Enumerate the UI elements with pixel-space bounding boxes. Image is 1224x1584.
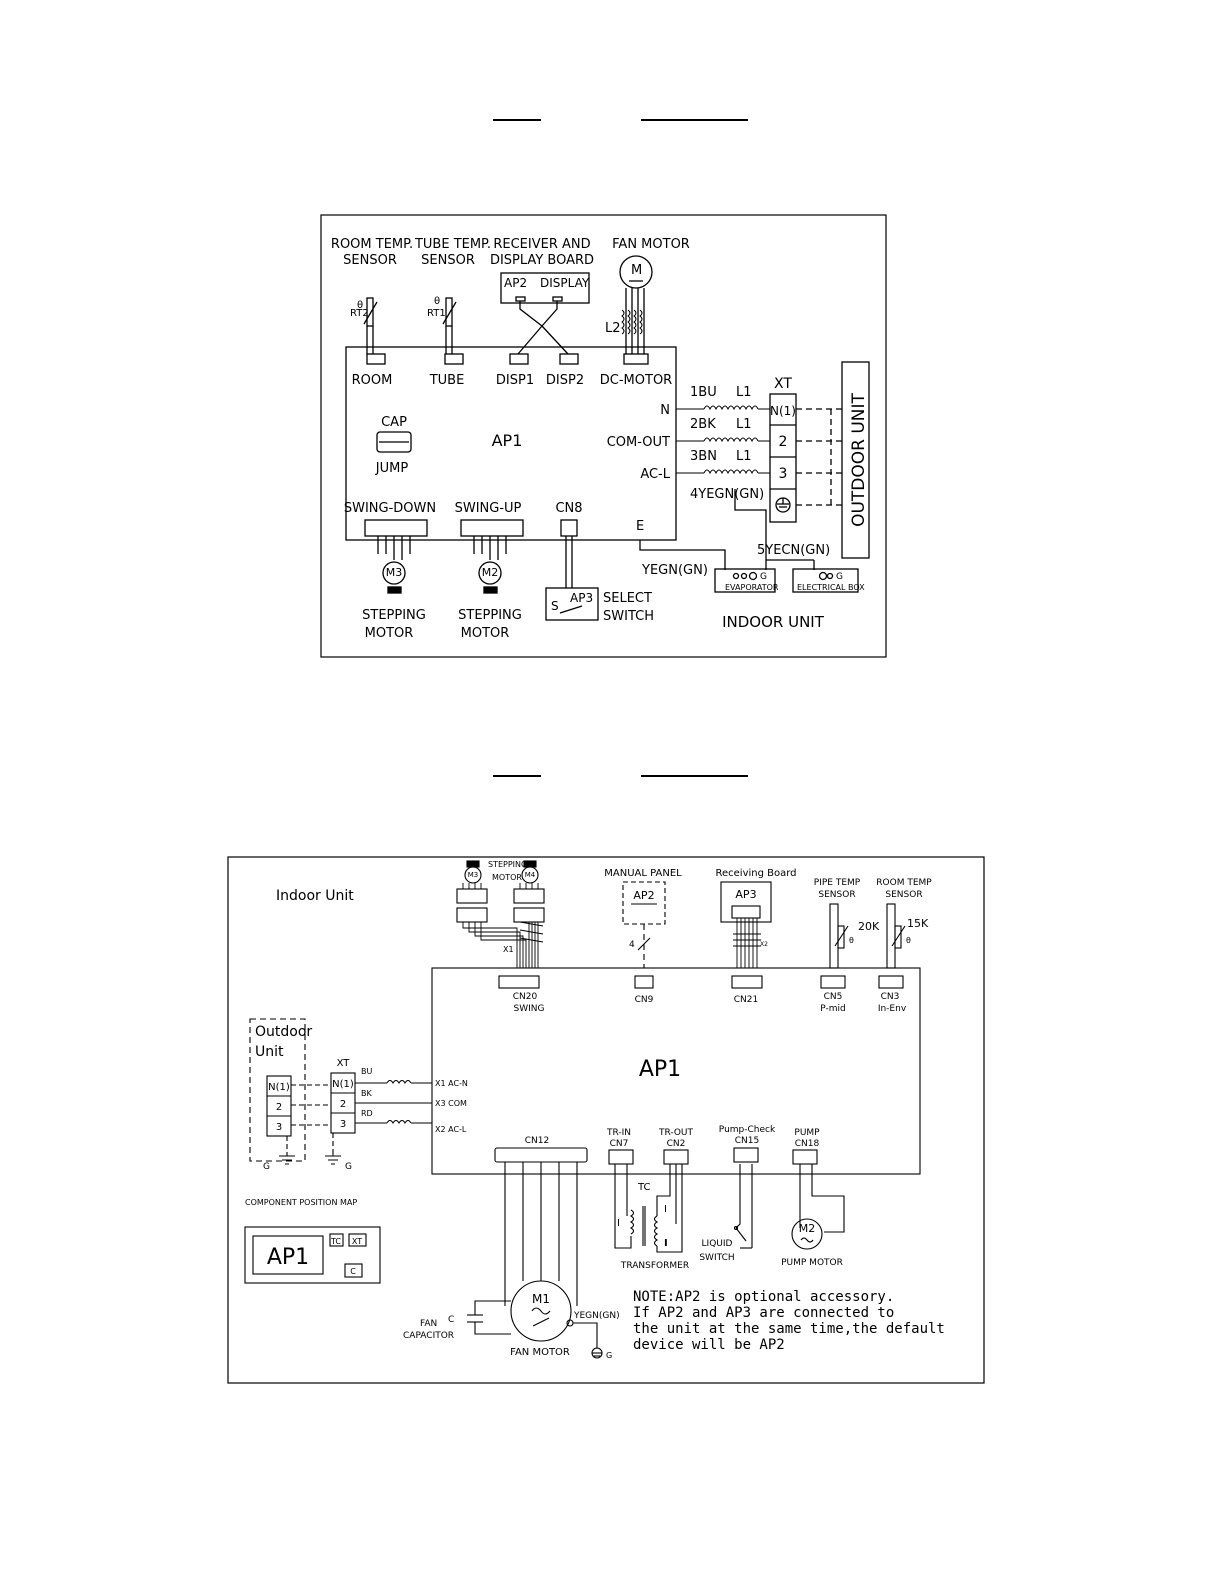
fan-capacitor-label-2: CAPACITOR [403,1331,455,1341]
connector-swing: SWING [513,1004,545,1014]
pump-motor-label: PUMP MOTOR [781,1258,843,1268]
connector-cn12: CN12 [524,1136,550,1146]
fan-capacitor-label: FAN [420,1319,438,1329]
secondary-winding-label: I [664,1238,668,1249]
jump-label: JUMP [375,461,409,476]
connector-dc-motor: DC-MOTOR [599,373,673,388]
xt-terminal-2: 2 [339,1099,347,1110]
connector-in-env: In-Env [877,1004,907,1014]
receiving-board-label: Receiving Board [715,868,797,879]
xt-label: XT [336,1058,350,1069]
connector-cn3: CN3 [880,992,900,1002]
map-xt-label: XT [351,1237,363,1246]
yegn-label: YEGN(GN) [642,563,708,578]
yecn5-label: 5YECN(GN) [757,543,831,558]
motor-m-label: M [631,263,643,278]
wire-count-4: 4 [629,940,635,950]
ground-g-label: G [760,572,767,582]
ground-g-label: G [345,1162,352,1172]
wiring-diagram-1 [320,214,887,658]
wire-4yegn: 4YEGN(GN) [690,487,765,502]
yegn-label: YEGN(GN) [574,1311,620,1321]
outdoor-label: Outdoor [255,1024,313,1040]
indoor-unit-label: INDOOR UNIT [722,613,824,631]
connector-swing-down: SWING-DOWN [343,501,437,516]
terminal-e: E [636,519,645,534]
theta-symbol: θ [906,936,911,945]
wire-2bk: 2BK [690,417,716,432]
tube-temp-sensor-label-2: SENSOR [421,253,475,268]
cap-label: CAP [381,415,407,430]
xt-terminal-n1: N(1) [332,1079,354,1090]
secondary-winding-label: I [664,1204,667,1215]
receiver-board-label-2: DISPLAY BOARD [489,253,595,268]
xt-terminal-3: 3 [778,466,788,482]
theta-symbol: θ [849,936,854,945]
theta-symbol: θ [357,300,364,311]
select-switch-label: SELECT [603,591,652,606]
connector-room: ROOM [351,373,393,388]
connector-cn9: CN9 [634,995,654,1005]
stepping-motor-label-2: MOTOR [364,626,414,641]
m4-label: M4 [524,871,536,879]
outdoor-terminal-3: 3 [275,1122,283,1133]
ap2-label: AP2 [633,889,655,902]
stepping-motor-label: STEPPING [488,860,528,869]
x1-label: X1 [503,945,514,954]
connector-cn5: CN5 [823,992,843,1002]
rt2-label: RT2 [350,308,369,319]
underline-short-1 [493,119,541,121]
select-switch-label-2: SWITCH [603,609,654,624]
l1-label: L1 [736,449,752,464]
ap1-label: AP1 [638,1057,682,1082]
ground-g-label: G [606,1351,613,1360]
theta-symbol: θ [434,296,441,307]
stepping-motor-label: STEPPING [458,608,522,623]
ap3-label: AP3 [735,888,757,901]
evaporator-label: EVAPORATOR [725,583,779,592]
connector-pump-check: Pump-Check [718,1125,776,1135]
terminal-com-out: COM-OUT [606,435,670,450]
outdoor-terminal-n1: N(1) [268,1082,290,1093]
underline-short-2 [493,775,541,777]
x2-label: X2 [760,941,768,948]
terminal-ac-l: AC-L [640,467,670,482]
terminal-x1-ac-n: X1 AC-N [435,1079,468,1088]
note-line-4: device will be AP2 [633,1337,785,1353]
connector-pump: PUMP [794,1128,820,1138]
xt-label: XT [774,376,792,392]
connector-tr-in: TR-IN [606,1128,632,1138]
liquid-switch-label: LIQUID [701,1239,733,1249]
room-temp-sensor-label-2: SENSOR [885,890,923,900]
m2-label: M2 [798,1222,816,1235]
component-position-map [245,1227,380,1283]
receiver-board-label: RECEIVER AND [493,237,591,252]
wire-bk: BK [361,1089,372,1098]
note-line-3: the unit at the same time,the default [633,1321,945,1337]
transformer-label: TRANSFORMER [620,1261,690,1271]
connector-cn2: CN2 [666,1139,686,1149]
wire-bu: BU [361,1067,373,1076]
note-line-1: NOTE:AP2 is optional accessory. [633,1289,895,1305]
tube-temp-sensor-label: TUBE TEMP. [414,237,492,252]
pipe-temp-sensor-label: PIPE TEMP [813,878,861,888]
connector-swing-up: SWING-UP [454,501,522,516]
display-label: DISPLAY [540,276,590,290]
connector-tube: TUBE [429,373,465,388]
m2-label: M2 [481,566,499,579]
unit-label: Unit [255,1044,284,1060]
connector-disp1: DISP1 [495,373,535,388]
wire-rd: RD [361,1109,373,1118]
connector-cn21: CN21 [733,995,759,1005]
switch-s-label: S [551,599,559,613]
room-temp-sensor-label: ROOM TEMP [876,878,932,888]
resistor-20k: 20K [858,920,880,933]
terminal-x2-ac-l: X2 AC-L [435,1125,467,1134]
l2-label: L2 [605,321,621,336]
m3-label: M3 [385,566,403,579]
ground-g-label: G [263,1162,270,1172]
ap3-label: AP3 [570,591,594,605]
fan-motor-label: FAN MOTOR [612,237,690,252]
l1-label: L1 [736,385,752,400]
wire-1bu: 1BU [690,385,717,400]
fan-motor-label: FAN MOTOR [510,1347,570,1358]
connector-cn15: CN15 [734,1136,760,1146]
stepping-motor-label: STEPPING [362,608,426,623]
electrical-box-label: ELECTRICAL BOX [797,583,865,592]
connector-p-mid: P-mid [820,1004,846,1014]
underline-long-1 [641,119,748,121]
ap1-label: AP1 [491,431,523,450]
indoor-unit-title: Indoor Unit [276,888,354,904]
connector-disp2: DISP2 [545,373,585,388]
stepping-motor-label-2: MOTOR [492,873,522,882]
ap2-label: AP2 [504,276,528,290]
map-tc-label: TC [330,1237,342,1246]
room-temp-sensor-label: ROOM TEMP. [330,237,414,252]
outdoor-terminal-2: 2 [275,1102,283,1113]
transformer-tc-label: TC [638,1182,651,1193]
terminal-x3-com: X3 COM [435,1099,467,1108]
ground-g-label: G [836,572,843,582]
xt-terminal-3: 3 [339,1119,347,1130]
terminal-n: N [660,403,670,418]
capacitor-c-label: C [448,1315,455,1325]
note-line-2: If AP2 and AP3 are connected to [633,1305,895,1321]
wire-3bn: 3BN [690,449,717,464]
resistor-15k: 15K [907,917,929,930]
underline-long-2 [641,775,748,777]
map-ap1-label: AP1 [266,1245,310,1270]
m3-label: M3 [467,871,479,879]
connector-cn7: CN7 [609,1139,629,1149]
outdoor-unit-label: OUTDOOR UNIT [849,393,869,527]
component-position-map-label: COMPONENT POSITION MAP [245,1198,358,1207]
xt-terminal-2: 2 [778,434,788,450]
wiring-diagram-2 [227,856,985,1384]
pipe-temp-sensor-label-2: SENSOR [818,890,856,900]
manual-panel-label: MANUAL PANEL [604,868,682,879]
xt-terminal-n1: N(1) [770,404,796,418]
l1-label: L1 [736,417,752,432]
m1-label: M1 [532,1292,550,1306]
liquid-switch-label-2: SWITCH [699,1253,735,1263]
connector-cn18: CN18 [794,1139,820,1149]
rt1-label: RT1 [427,308,446,319]
room-temp-sensor-label-2: SENSOR [343,253,397,268]
primary-winding-label: I [617,1218,620,1229]
stepping-motor-label-2: MOTOR [460,626,510,641]
connector-tr-out: TR-OUT [658,1128,694,1138]
connector-cn20: CN20 [512,992,538,1002]
map-c-label: C [350,1267,356,1276]
connector-cn8: CN8 [555,501,583,516]
